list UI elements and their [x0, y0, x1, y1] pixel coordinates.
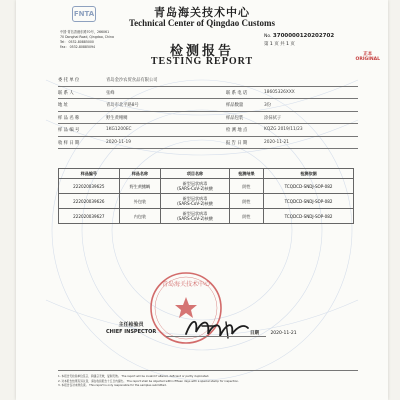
column-header-method: 检测依据 [264, 169, 354, 179]
cell-result: 阴性 [229, 209, 263, 224]
report-title-cn: 检测报告 [169, 44, 234, 59]
info-row [58, 137, 358, 150]
info-label: 收 样 日 期 [58, 140, 80, 146]
cell-test-item [161, 209, 230, 224]
footnote-line: 3. 本报告仅对来样负责。 This report is only responsible for the samples submitted. [58, 383, 167, 387]
info-value: KQZG 2019/11/23 [264, 127, 303, 132]
address-line: 中国·青岛香港东路70号，266061 [60, 30, 110, 34]
signature-line [166, 336, 266, 337]
cell-sample-id: 222020039627 [59, 209, 120, 224]
test-item-line: 新型冠状病毒 [182, 181, 208, 186]
column-header-result: 检测结果 [229, 169, 263, 179]
inspector-label-cn: 主任检验员 [118, 322, 144, 328]
signature-date [250, 330, 297, 336]
report-footnotes [58, 370, 358, 388]
info-label: 地 址 [58, 103, 68, 108]
cell-test-item [161, 179, 230, 194]
info-label: 样 品 编 号 [58, 128, 80, 133]
report-title-en: TESTING REPORT [150, 56, 254, 67]
test-item-line: (SARS-CoV-2)核酸 [177, 201, 213, 206]
address-line: 70 Donghai Road, Qingdao, China [60, 35, 114, 39]
cell-sample-name: 外包装 [119, 194, 161, 209]
inspector-block [106, 322, 156, 336]
cell-method: TCQDCD-SNDJ-SOP-082 [264, 209, 354, 224]
cell-method: TCQDCD-SNDJ-SOP-082 [264, 194, 354, 209]
info-row [58, 112, 358, 125]
address-line: Tel： 0532-80885000 [60, 40, 94, 44]
date-label: 日期 [250, 331, 259, 336]
table-row [59, 194, 354, 209]
table-row [59, 209, 354, 224]
info-row [58, 87, 358, 100]
column-header-sample-name: 样品名称 [119, 169, 161, 179]
cell-method: TCQDCD-SNDJ-SOP-082 [264, 179, 354, 194]
info-label: 联 系 人 [58, 90, 74, 96]
cell-test-item [161, 194, 230, 209]
info-label: 联 系 电 话 [226, 90, 248, 96]
cell-sample-name: 野生黄鳍鲷 [119, 179, 161, 194]
cell-sample-id: 222020039625 [59, 179, 120, 194]
date-value: 2020-11-21 [270, 331, 297, 336]
info-value: 2020-11-21 [264, 139, 289, 145]
original-mark-cn: 正本 [363, 52, 373, 57]
cell-sample-name: 内包装 [119, 209, 161, 224]
results-header-row [59, 169, 354, 179]
table-row [59, 179, 354, 194]
info-label: 样品数量 [226, 103, 244, 108]
cell-result: 阴性 [229, 194, 263, 209]
info-value: 3份 [264, 103, 272, 108]
report-page [16, 0, 388, 400]
customs-logo: FNTA [72, 6, 96, 22]
report-number: 3700000120202702 [272, 33, 335, 39]
info-value: 2020-11-19 [106, 139, 131, 145]
cell-result: 阴性 [229, 179, 263, 194]
info-label: 委 托 单 位 [58, 78, 80, 83]
results-table [58, 168, 354, 224]
info-label: 样 品 名 称 [58, 115, 80, 121]
info-row [58, 74, 358, 87]
test-item-line: 新型冠状病毒 [182, 196, 208, 201]
footnote-line: 1. 本报告无检验单位签章、骑缝章无效，复制无效。 The report will be invalid if altered, deficient or partly duplicated. [58, 374, 210, 378]
column-header-sample-id: 样品编号 [59, 169, 120, 179]
info-label: 报 告 日 期 [226, 140, 248, 146]
info-value: 野生黄鳍鲷 [106, 115, 128, 121]
info-value: 18605326XXX [264, 89, 295, 95]
test-item-line: (SARS-CoV-2)核酸 [177, 186, 213, 191]
original-mark-en: ORIGINAL [355, 57, 380, 62]
info-value: 张峰 [106, 90, 115, 96]
footnote-line: 2. 对本报告结果有异议者，请在收到报告十五日内提出。 The report shall be objected within fifteen days with a special stamp for inspection. [58, 378, 240, 383]
cell-sample-id: 222020039626 [59, 194, 120, 209]
organization-name-en: Technical Center of Qingdao Customs [128, 18, 275, 28]
report-no-label: No. [264, 34, 272, 39]
info-value: 1KG1200EC [106, 127, 132, 132]
info-label: 检 测 地 点 [226, 128, 248, 133]
inspector-label-en: CHIEF INSPECTOR [106, 329, 157, 335]
svg-text:青岛海关技术中心: 青岛海关技术中心 [161, 281, 211, 288]
original-mark [356, 52, 380, 62]
report-number-block [264, 32, 374, 49]
info-value: 涂抹拭子 [264, 115, 282, 121]
organization-name-cn: 青岛海关技术中心 [154, 6, 250, 19]
address-line: Fax： 0532-80885094 [60, 45, 96, 49]
info-row [58, 99, 358, 112]
info-row [58, 124, 358, 137]
page-indicator: 第 1 页 共 1 页 [264, 42, 295, 47]
test-item-line: (SARS-CoV-2)核酸 [177, 216, 213, 221]
info-value: 青岛金沙农贸食品有限公司 [106, 78, 158, 83]
column-header-test-item: 项目名称 [161, 169, 230, 179]
sample-info-table [58, 74, 358, 149]
test-item-line: 新型冠状病毒 [182, 211, 208, 216]
info-label: 样品包装 [226, 115, 244, 121]
info-value: 青岛市北平路8号 [106, 103, 139, 108]
handwritten-signature [182, 312, 252, 342]
